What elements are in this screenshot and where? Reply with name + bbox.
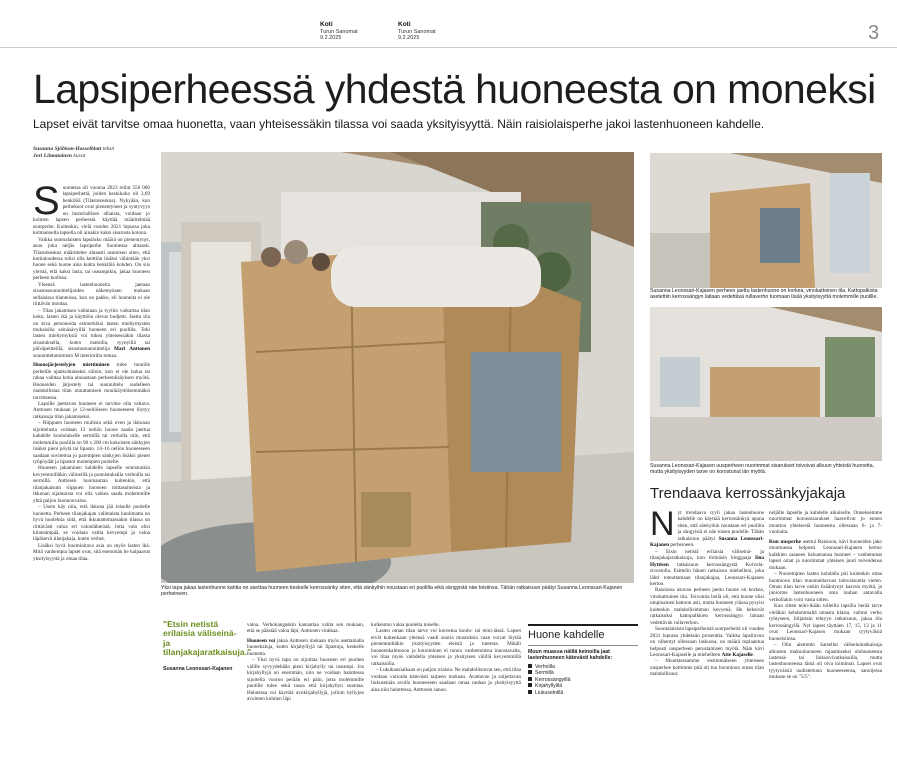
- byline: [33, 146, 114, 160]
- col1-p5-lead: Huonejärjestelyjen miettiminen: [33, 362, 110, 369]
- col1-p7: – Riippuen huoneen muilista sekä oven ja ikkunan sijoittelusta voidaan 12 neliön huone saada jaettua kahdelle koululaiselle sermillä tai verholla niin, että molemmilla puolilla on 90 x 200 cm kokoisten sänkyjen lisäksi pieni pöytä tai lipasto. 14–16 neliön huoneeseen saadaan sovitettua jo parempien sänkyjen lisäksi pienet työpöydät ja lipastot molempien puolelle.: [33, 420, 150, 466]
- col3-p2: jakaa Anttosen mukaan myös asettamalla huonekaluja, kuten kirjahyllyjä tai lipastoja, keskelle huonetta.: [247, 637, 364, 657]
- col3-p3: – Yksi hyvä tapa on sijoittaa huoneen eri puolten välille syvyydeltään pieni kirjahylly tai useampi. Jos kirjahyllyjä on enemmän, niin ne voidaan haluttessa sijoitella vuoron perään eri päin, jotta molemmille puolille tulee sekä tasoa että kirjahyllyn suuntaa. Halutessa voi käyttää avokirjahyllyjä, jolloin hyllyjen avoimen kohtien läpi: [247, 657, 364, 702]
- col6-p4: Kun sitten teini-ikään tulleilla lapsilla herää tarve vieläkin kehdommaltä omasta tilasta, vaihtui verho ryhtyseen, liiljattain tehtyyn ratkaisuun, jakaa tila kerrossängyllä. Nyt lapset täyttäen 17, 15, 13 ja 11 ovat Leonssari-Kajasen mukaan tyytyväisiä huoneisiinsa.: [769, 603, 882, 642]
- column-6: [769, 510, 882, 758]
- info-box-item: Verhoilla: [528, 664, 638, 671]
- headline: Lapsiperheessä yhdestä huoneesta on moneksi: [33, 66, 876, 112]
- info-box-lead: Muun muassa näillä keinoilla jaat lastenhuoneen kätevästi kahdelle:: [528, 649, 613, 662]
- header-left-paper: Turun Sanomat: [320, 28, 358, 35]
- col5-p1-end: perheineen.: [670, 542, 695, 549]
- col1-p4-end: suunnittelutoimisto M interiorilta toteaa.: [33, 352, 118, 359]
- col2-p2: Lisäksi hyvä huomioitava asia on myös lasten ikä. Mitä vanhempia lapset ovat, sitä enemmän he kaipaavat yksityisyyttä ja omaa tilaa.: [33, 542, 150, 562]
- byline-writer: Susanna Sjöblom-Hasselblatt: [33, 146, 102, 152]
- col1-p3: Yleensä lastenhuoneita jaetaan sisustussuunnittelijoiden näkemyksen mukaan sellaisissa tilanteissa, kun on pakko, eli huoneita ei ole riittävän montaa.: [33, 281, 150, 308]
- col1-p6: Lapsille jaettavan huoneen ei tarvitse olla valtava. Anttosen mukaan jo 12-neliöiseen huoneeseen löytyy ratkaisuja tilan jakamiseksi.: [33, 400, 150, 420]
- col5-p1: yt trendaava tyyli jakaa lastenhuone kahdelle on käyttää kerrossänkyä apuna siten, että sänkyihin noustaan eri puolilta ja sängyistä ei näe toisen puolelle. Tähän ratkaisuun päätyi: [677, 510, 764, 542]
- col1-p5: tulee monille perheille ajankohtaiseksi silloin, kun ei ole halua tai rahaa vaihtaa kotia ainoastaan perheenlisäyksen myötä. Huoneiden järjestely tai suunnittelu uudelleen mahdollistaa tilan muuttamisen monikäyttöisemmäksi tarvittaessa.: [33, 362, 150, 401]
- right-photo-2: [650, 307, 882, 461]
- col5-p2-end: ratkaisuun kerrossängystä Koivula-sivustolla. Esittelin hänen ratkaisun miehelleni, joka lähti toteuttamaan tilanjakajaa, Leonssari-Kajanen kertoo.: [650, 561, 764, 587]
- info-box-rule: [528, 624, 638, 626]
- col5-p4-end: .: [752, 651, 755, 658]
- column-3: [247, 622, 364, 758]
- column-5: [650, 510, 764, 758]
- col1-p2: Vaikka suomalaisten lapsiluku määrä on pienentynyt, asuu joka neljäs lapsiperhe Suomessa ahtaasti. Tilastokeskus määrittelee ahtaasti asumisen siten, että kotitaloudessa tulisi olla keittiön lisäksi vähintään yksi huone sekä huone aina kuhta henkilöä kohden. On siis yleistä, että kaksi lasta, tai useampikin, jakaa huoneen perheen kodissa.: [33, 236, 150, 282]
- col6-p3: – Nuorempien lasten kohdalla piti kuitenkin ottaa huomioon tilan muunneltavuus tulevaisuutta vieten. Oman tilan tarve onkin lisääntynyt kasvun myötä, ja juniorme lastenhuoneen oma rauhan antavalla verhollakin voin vasta sitten.: [769, 571, 882, 603]
- pull-quote-person: Susanna Leonssari-Kajanen: [163, 665, 233, 672]
- col5-p3: Raisiossa asuvan perheen jaettu huone on korkea, vinokattoinen tila. Toivomia beilä oli, että huone olisi umpinainen kattoon asti, mutta huoneen yläosa pysyisi kuitenkin mahdollisimman kevyenä. He keksivät ratkaisuksi kattopalkkien kerrossängyn laitaan vedettävän rullaverhon.: [650, 587, 764, 626]
- col3-p1: valoa. Verhokangaskin kannattaa valita sen mukaan, että se päästää valoa läpi, Anttonen vinkkaa.: [247, 622, 364, 635]
- drop-cap-2: N: [650, 510, 675, 543]
- right-photo-2-caption: Susanna Leonssari-Kajasen uusperheen nuorimmat sisarukset toivoivat alkuun yhteistä huonetta, mutta yksityisyyden tarve on korostunut iän myötä.: [650, 463, 875, 476]
- col5-p2: – Etsin netistä erilaisia väliseinä- ja tilanjakajaratkaisuja, kun törmäsin bloggaaja: [650, 548, 764, 562]
- pull-quote-text: "Etsin netistä erilaisia väliseinä- ja tilanjakajaratkaisuja.": [163, 619, 252, 658]
- bullet-square-icon: [528, 677, 532, 681]
- info-box-title: Huone kahdelle: [528, 629, 638, 646]
- col5-p5: – Muuttaessamme ensimmäiseen yhteiseen uusperhee kotiimme pitä oli tuo huomioon oman tilan mahdollisuus: [650, 658, 764, 678]
- header-left: [320, 22, 358, 42]
- bullet-square-icon: [528, 683, 532, 687]
- info-box-item: Sermillä: [528, 670, 638, 677]
- col6-p2-lead: Kun uusperhe: [769, 538, 801, 545]
- col5-p1-name: Susanna Leonssari-Kajanen: [650, 535, 764, 549]
- col1-p4: – Tilan jakamisen valintaan ja tyyliin vaikuttaa tilan koko, lasten ikä ja käyttöön olevat budjetti. Jaettu tila on kiva personoida esimerkiksi lasten mieltymysten mukaisilla seinäsävyillä huoneen eri puolilla. Toki lasten mieltymyksiä voi tukea yhteisessäkin tilassa sisustuksella, kuten matoilla, tyynyillä tai päiväpeitteillä, sisustussuunnittelija: [33, 307, 150, 353]
- header-left-date: 9.2.2025: [320, 35, 342, 42]
- col2-p1: – Usein käy niin, että ikkuna jää toiselle puolelle huonetta. Perheen tilanjakajan valintaista huolimatta on hyvä huolehtia siitä, että ikkunattomassakin tilassa on riittävästi valoa eri valonlähteistä. Jotta valo olisi kiinteämpää, se voidaan valita kevyempi ja valoa läpäisevä tilanjakaja, kuten verhot.: [33, 504, 150, 543]
- col3-p2-lead: Huoneen voi: [247, 637, 276, 644]
- deck: Lapset eivät tarvitse omaa huonetta, vaan yhteisessäkin tilassa voi saada yksityisyyttä. Näin raisiolaisperhe jakoi lastenhuoneen kahdelle.: [33, 117, 765, 131]
- col1-p4-name: Mari Anttonen: [114, 346, 150, 353]
- bullet-square-icon: [528, 670, 532, 674]
- info-box: [528, 624, 638, 696]
- header-right: [398, 22, 436, 42]
- col1b-p1: Huoneen jakaminen kahdelle lapselle onnistuukin kevyemmilläkin välineillä ja ponnistuksilla verhoilla tai sermillä. Anttosen huomauttaa kuitenkin, että tilanjakaisutn riippuen huoneen mittasuhteista ja ikkunan sijainnista voi olla vaikea saada molemmille yhtä paljon luonnonvaloa.: [33, 465, 150, 504]
- info-box-item: Liukuseinillä: [528, 690, 638, 697]
- right-photo-1: [650, 153, 882, 288]
- col4-p3: – Lukukausiaikaan on paljon rriaisia. Ne mahdollistavat sen, että tilaa voidaan varioida kätevästi tarpeen mukaan. Avattavan ja suljettavan liukuseinän avulla huoneeseen saadaan omaa rauhaa ja yksityisyyttä aina niin haluttessa, Anttonen sanoo.: [371, 667, 521, 693]
- main-photo-caption: Yksi tapa jakaa lastenhuone kahtia on asettaa huoneen keskelle kerrossänky siten, että sänkyihin noustaan eri puolilta eikä sängyistä näe toisiinsa. Tähän ratkaisuun päätyi Susanna Leonssari-Kajanen perheineen.: [161, 585, 623, 598]
- col5-p4: Suomalaisista lapsiperheistä suurperheitä oli vuoden 2021 lopussa yhdeksän prosenttia. Vaikka lapsiluvun on vähentyt ollessaan laskussa, on määrä tuplaantua helposti uusperheen perustamisen myötä. Näin kävi Leonssari-Kajaselle ja miehelleen: [650, 626, 764, 658]
- header-divider: [0, 47, 897, 48]
- byline-photographer-role: kuvat: [73, 153, 86, 159]
- col6-p2: asettui Raisioon, kävi huoneiden jako muuttuessa helposti. Leonssari-Kajanen kertoo kaikkien saaneen haluamansa huoneet – vanhemmat lapset omat ja nuorimmat yhteisen juuri toiveidensa mukaan.: [769, 538, 882, 571]
- section-heading: Trendaava kerrossänkyjakaja: [650, 485, 846, 502]
- main-photo: [161, 152, 634, 583]
- right-photo-1-caption: Susanna Leonssari-Kajasen perheen jaettu lastenhuone on korkea, vinokattoinen tila. Kattopalkista asetettiin kerrossängyn laitaan vedettävä rullaverho tuomaan lisää yksityisyyttä molemmille puolille.: [650, 288, 878, 301]
- col5-p4-name: Atte Kajaselle: [721, 651, 753, 658]
- header-right-section: Koti: [398, 21, 411, 28]
- column-4: [371, 622, 521, 758]
- header-right-date: 9.2.2025: [398, 35, 420, 42]
- col4-p2: Lasten oman tilan tarve voi korostua koulu- tai teini-iässä. Lapset eivät kuitenkaan yleensä vaadi suuria muutoksia vaan voivat löytää pienemmiltäkin yksityisyyden eleistä ja tuteesta. Mikäli huoneenkalmuoon ja kotoiminen ei tunnu vanhemmista innostavalta, voi tilaa myös vaihdella yhteisen ja yksityisen välillä kevyemmillä ratkaisuilla.: [371, 628, 521, 667]
- col6-p1: neljälle lapselle ja kahdelle aikuiselle. Onneksemme nuorimmat bonussisarukset haavelivat jo ennen muuttoa yhteisestä huoneesta ollessaan 6- ja 7-vuotiaita.: [769, 510, 882, 536]
- col1-p1: uomessa oli vuonna 2023 reilut 550 000 lapsiperhettä, joiden keskikoko oli 3,69 henkilöä (Tilastokeskus). Nykyään, kun perhekoot ovat pienentyneet ja syntyvyys on historiallisen alhaista, voidaan jo kolmen lapsen perheestä käyttää määritelmää suurperhe. Kuitenkin, vielä vuoden 2021 lopussa joka kolmannella lapsella oli ainakin kaksi sisarusta kotona.: [33, 185, 150, 237]
- byline-writer-role: teksti: [102, 146, 115, 152]
- info-box-item: Kerrossängyillä: [528, 677, 638, 684]
- header-right-paper: Turun Sanomat: [398, 28, 436, 35]
- col6-p5: – Olin aiemmin katsellut väliseinäratkaisuja alkusten makuuhuoneen rajaamiseksi olohuoneesta lastensä- tai liukuovivatkaisuilla, mutta lastenhuoneessa tämä oli oiva toimintai. Lapset ovat tyytyväisiä uudistettuun huoneeseensa, sanoijessa mukaan se on "5/5".: [769, 642, 882, 681]
- col4-p1: kulkeutuu valoa puolelta toiselle.: [371, 622, 440, 628]
- drop-cap: S: [33, 185, 60, 223]
- col5-p2-name: Iina Hyttisen: [650, 555, 764, 568]
- header-left-section: Koti: [320, 21, 333, 28]
- bullet-square-icon: [528, 690, 532, 694]
- pull-quote: [163, 619, 252, 672]
- byline-photographer: Jori Liimatainen: [33, 153, 73, 159]
- bullet-square-icon: [528, 664, 532, 668]
- column-1: [33, 185, 150, 749]
- page-number: 3: [868, 22, 880, 44]
- info-box-item: Kirjahyllyillä: [528, 683, 638, 690]
